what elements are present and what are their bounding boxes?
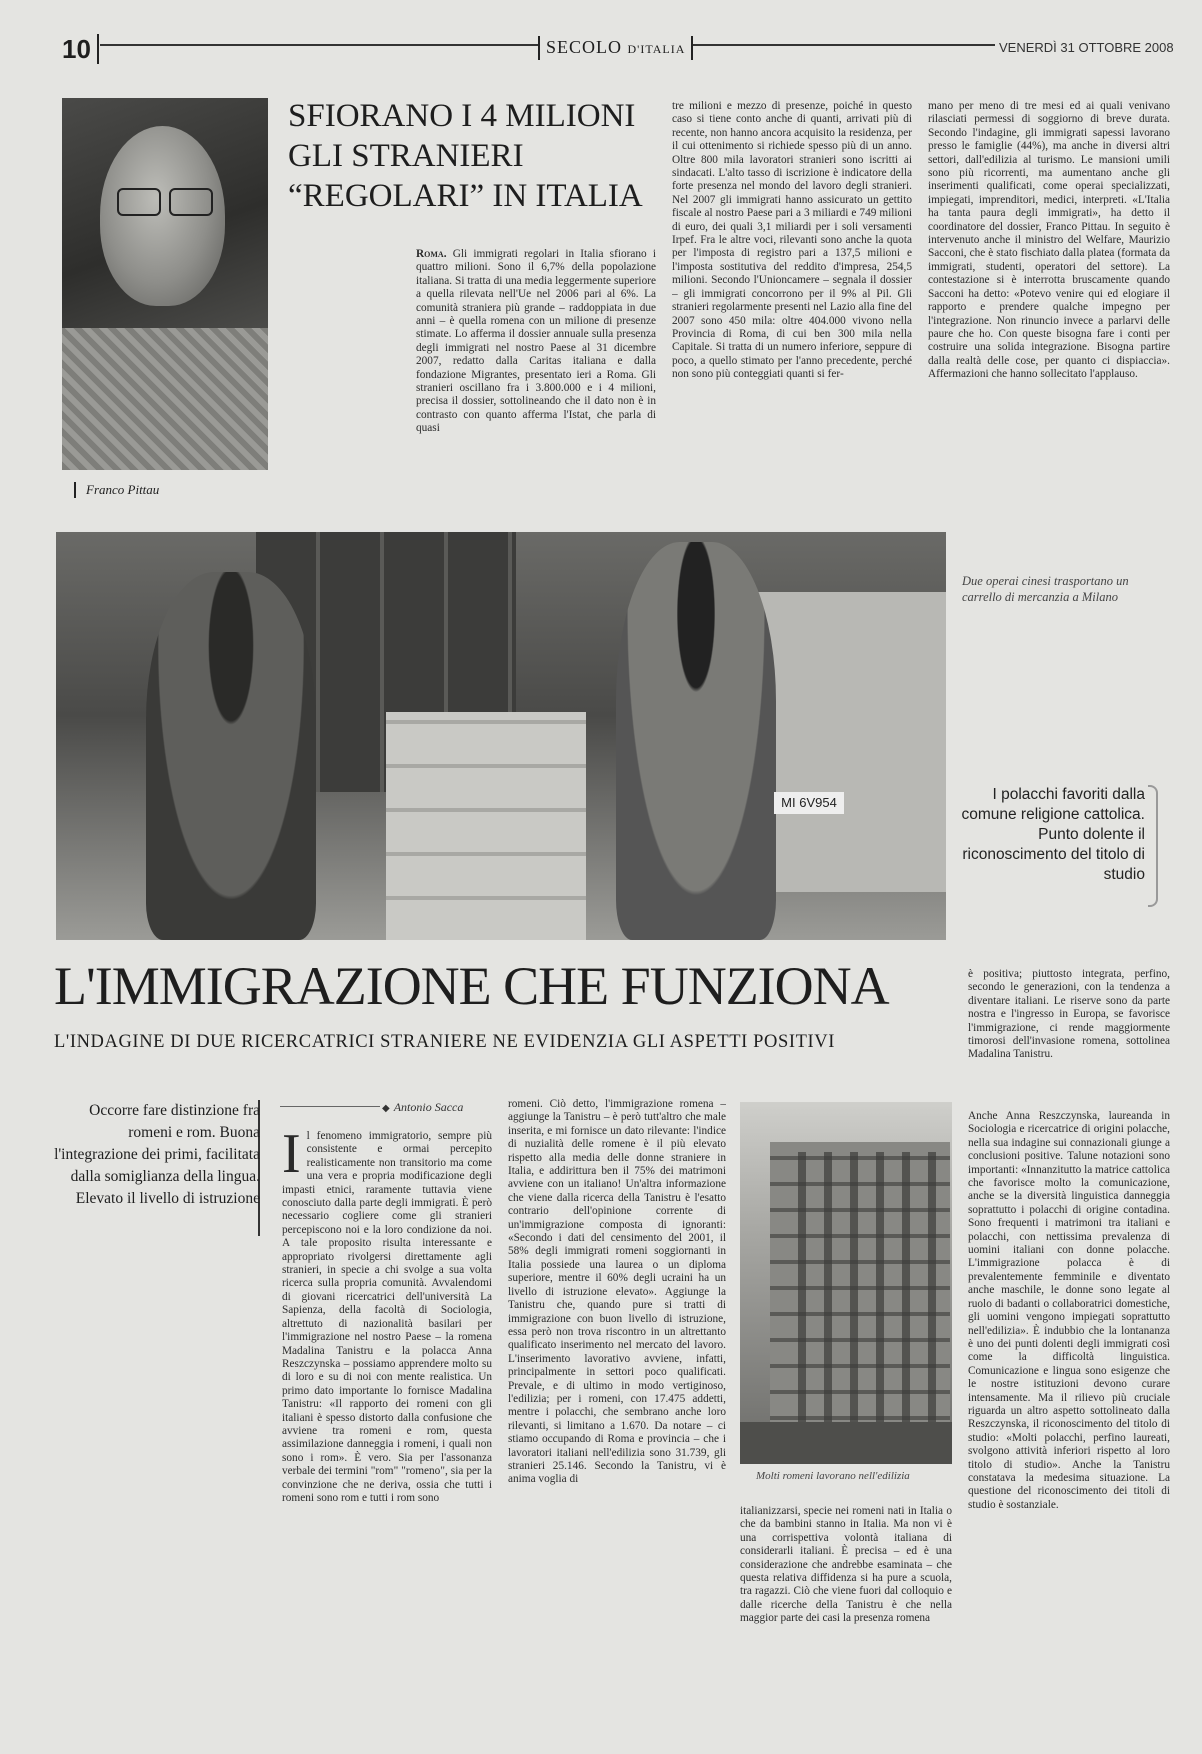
photo-truck: [756, 592, 946, 892]
workers-photo: [56, 532, 946, 940]
page-number: 10: [62, 34, 99, 64]
byline: ◆ Antonio Sacca: [382, 1100, 463, 1115]
portrait-photo: [62, 98, 268, 470]
drop-cap: I: [282, 1130, 301, 1185]
top-article-text-1: Gli immigrati regolari in Italia sfiorano i quattro milioni. Sono il 6,7% della popolazione italiana. Si tratta di una media leggermente superiore a quella rilevata nell'Ue nel 2006 pari al 6%. La comunità straniera più grande – raddoppiata in due anni – è quella romena con un milione di presenze stimate. Lo afferma il dossier annuale sulla presenza degli immigrati nel nostro Paese al 31 dicembre 2007, redatto dalla Caritas italiana e dalla fondazione Migrantes, presentato ieri a Roma. Gli stranieri oscillano fra i 3.800.000 e i 4 milioni, precisa il dossier, sottolineando che il dato non è in contrasto con quanto afferma l'Istat, che parla di quasi: [416, 248, 656, 435]
building-photo: [740, 1102, 952, 1464]
masthead-title: SECOLO: [546, 37, 623, 57]
portrait-glasses: [117, 188, 217, 214]
photo-worker-right: [616, 542, 776, 940]
top-headline: SFIORANO I 4 MILIONI GLI STRANIERI “REGOLARI” IN ITALIA: [288, 98, 643, 214]
main-article-column-2: romeni. Ciò detto, l'immigrazione romena – aggiunge la Tanistru – è però tutt'altro che male inserita, e mi fornisce un dato rilevante: l'indice di nuzialità delle romene è il più elevato rispetto alla media delle donne straniere in Italia, e addirittura ben il 75% dei matrimoni avviene con un italiano! Un'altra informazione che viene dalla ricerca della Tanistru è l'esatto contrario dell'opinione corrente di un'immigrazione composta di ignoranti: «Secondo i dati del censimento del 2001, il 58% degli immigrati romeni soggiornanti in Italia possiede una laurea o un diploma superiore, mentre il 60% degli ucraini ha un livello di istruzione elevato». Aggiunge la Tanistru che, quando pure si tratti di immigrazione con buon livello di istruzione, essa però non trova riscontro in un altrettanto qualificato inserimento nel mercato del lavoro. L'inserimento lavorativo avviene, infatti, principalmente in settori poco qualificati. Prevale, e di ultimo in modo vertiginoso, l'edilizia; per i romeni, con 17.475 addetti, mentre i polacchi, che sembrano anche loro rilevanti, si limitano a 1.670. Da notare – ci stiamo occupando di Roma e provincia – che i lavoratori italiani nell'edilizia sono 31.739, gli stranieri 25.146. Secondo la Tanistru, vi è anima voglia di: [508, 1098, 726, 1486]
sidebar-quote: Occorre fare distinzione fra romeni e rom. Buona l'integrazione dei primi, facilitata dalla somiglianza della lingua. Elevato il livello di istruzione: [54, 1102, 260, 1207]
main-article-text-1: l fenomeno immigratorio, sempre più consistente e ormai percepito realisticamente non transitorio ma come una vera e propria modificazione degli impasti etnici, raramente tuttavia viene conosciuto dalla parte degli immigrati. È però necessario cogliere come gli stranieri percepiscono noi e la loro condizione da noi. A tale proposito risulta interessante e appropriato rivolgersi direttamente agli stranieri, in specie a chi svolge a sua volta ricerca sulla propria comunità. Avvalendomi di giovani ricercatrici dell'università La Sapienza, della facoltà di Sociologia, altrettuto di nazionalità basilari per l'immigrazione nel nostro Paese – la romena Madalina Tanistru e la polacca Anna Reszczynska – possiamo apprendere molto su di loro e su di noi con mente realistica. Un primo dato importante lo fornisce Madalina Tanistru: «Il rapporto dei romeni con gli italiani è spesso distorto dalla confusione che avviene tra romeni e rom, questa assimilazione danneggia i romeni, i quali non sono i rom». È vero. Sia per l'assonanza verbale dei termini "rom" "romeno", sia per la convinzione che ne deriva, ossia che tutti i romeni sono rom e tutti i rom sono: [282, 1130, 492, 1504]
issue-date: VENERDÌ 31 OTTOBRE 2008: [995, 40, 1178, 55]
portrait-shirt: [62, 328, 268, 470]
main-subheadline: L'INDAGINE DI DUE RICERCATRICI STRANIERE NE EVIDENZIA GLI ASPETTI POSITIVI: [54, 1032, 835, 1052]
pullquote: I polacchi favoriti dalla comune religione cattolica. Punto dolente il riconoscimento del titolo di studio: [961, 786, 1145, 883]
building-photo-caption: Molti romeni lavorano nell'edilizia: [756, 1470, 910, 1482]
license-plate: MI 6V954: [774, 792, 844, 814]
masthead: [538, 36, 693, 60]
main-article-column-3: italianizzarsi, specie nei romeni nati in Italia o che da bambini stanno in Italia. Ma non vi è una corrispettiva volontà italiana di considerarli italiani. È precisa – ed è una considerazione che andrebbe esaminata – che questa relativa diffidenza si ha pure a scuola, tra ragazzi. Ciò che viene fuori dal colloquio e dalle ricerche della Tanistru è che nella maggior parte dei casi la presenza romena: [740, 1505, 952, 1625]
building-ground: [740, 1422, 952, 1464]
byline-rule: [280, 1106, 380, 1107]
photo-worker-left: [146, 572, 316, 940]
workers-photo-caption: Due operai cinesi trasportano un carrello di mercanzia a Milano: [962, 574, 1129, 604]
portrait-caption: Franco Pittau: [74, 482, 159, 498]
photo-crates: [386, 712, 586, 940]
main-headline: L'IMMIGRAZIONE CHE FUNZIONA: [54, 956, 889, 1016]
main-article-column-4: Anche Anna Reszczynska, laureanda in Sociologia e ricercatrice di origini polacche, nella sua indagine sui connazionali giunge a conclusioni positive. Talune notazioni sono importanti: «Innanzitutto la matrice cattolica che favorisce molto la comunicazione, anche se la diversità linguistica danneggia soprattutto i polacchi di origine contadina. Sono frequenti i matrimoni tra italiani e polacchi, con nettissima prevalenza di uomini italiani con donne polacche. L'immigrazione polacca è di prevalentemente femminile e diventato anche maschile, le donne sono legate al ruolo di badanti o collaboratrici domestiche, gli uomini vengono impiegati soprattutto nell'edilizia». È indubbio che la lontananza è uno dei punti dolenti degli immigrati così come la difficoltà linguistica. Comunicazione e lingua sono esigenze che le nostre istituzioni devono curare intensamente. Ma il rilievo più cruciale riguarda un altro aspetto sottolineato dalla Reszczynska, il riconoscimento del titolo di studio: «Molti polacchi, perfino laureati, svolgono attività inferiori rispetto al loro titolo di studio». Anche la Tanistru constatava la medesima situazione. La questione del riconoscimento dei titoli di studio è sostanziale.: [968, 1110, 1170, 1511]
portrait-face: [100, 126, 225, 306]
top-article-column-1: [416, 248, 656, 498]
masthead-subtitle: D'ITALIA: [627, 42, 686, 56]
building-windows: [780, 1152, 940, 1432]
main-article-column-1: [282, 1130, 492, 1715]
top-article-column-3: mano per meno di tre mesi ed ai quali venivano rilasciati permessi di soggiorno di breve durata. Secondo l'indagine, gli immigrati sapessi lavorano presso le famiglie (44%), ma anche in diversi altri settori, dall'edilizia al turismo. Le mansioni umili sono più ricorrenti, ma aumentano anche gli inserimenti qualificati, come operai specializzati, impiegati, imprenditori, medici, interpreti. «L'Italia ha tanta paura degli immigrati», ha detto il coordinatore del dossier, Franco Pittau. In seguito è intervenuto anche il ministro del Welfare, Maurizio Sacconi, che è stato fischiato dalla platea (formata da immigrati, studenti, operatori del settore). La contestazione si è interrotta bruscamente quando Sacconi ha detto: «Potevo venire qui ed elogiare il rapporto e prendere qualche impegno per l'integrazione. Non rinuncio invece a parlarvi delle paure che ho. Con queste bisogna fare i conti per costruire una solida integrazione. Bisogna partire dalla realtà delle cose, per quanto ci dispiaccia». Affermazioni che hanno sollecitato l'applauso.: [928, 100, 1170, 381]
dateline: Roma.: [416, 248, 447, 260]
pullquote-brace: [1148, 785, 1158, 907]
main-article-right-top: è positiva; piuttosto integrata, perfino, secondo le generazioni, con la tendenza a diventare italiani. Le riserve sono da parte nostra e l'ingresso in Europa, se favorisce l'immigrazione, ci rende maggiormente timorosi dell'invasione romena, sottolinea Madalina Tanistru.: [968, 968, 1170, 1061]
top-article-column-2: tre milioni e mezzo di presenze, poiché in questo caso si tiene conto anche di quanti, arrivati più di recente, non hanno ancora acquisito la residenza, per il cui ottenimento si richiede spesso più di un anno. Oltre 800 mila lavoratori stranieri sono iscritti ai sindacati. L'alto tasso di iscrizione è indicatore della forte presenza nel mondo del lavoro degli stranieri. Nel 2007 gli immigrati hanno assicurato un gettito fiscale al nostro Paese pari a 3 miliardi e 749 milioni di euro, dei quali 3,1 miliardi per i soli versamenti Irpef. Fra le altre voci, rilevanti sono anche la quota per l'imposta di registro pari a 137,5 milioni e l'imposta sostitutiva del reddito d'impresa, 254,5 milioni. Secondo l'Unioncamere – segnala il dossier – gli immigrati concorrono per il 9% al Pil. Gli stranieri regolarmente presenti nel Lazio alla fine del 2007 sono 450 mila: oltre 404.000 vivono nella Provincia di Roma, di cui ben 300 mila nella Capitale. Si tratta di un numero inferiore, seppure di poco, a quello stimato per l'anno precedente, perché non sono più conteggiati quanti si fer-: [672, 100, 912, 381]
